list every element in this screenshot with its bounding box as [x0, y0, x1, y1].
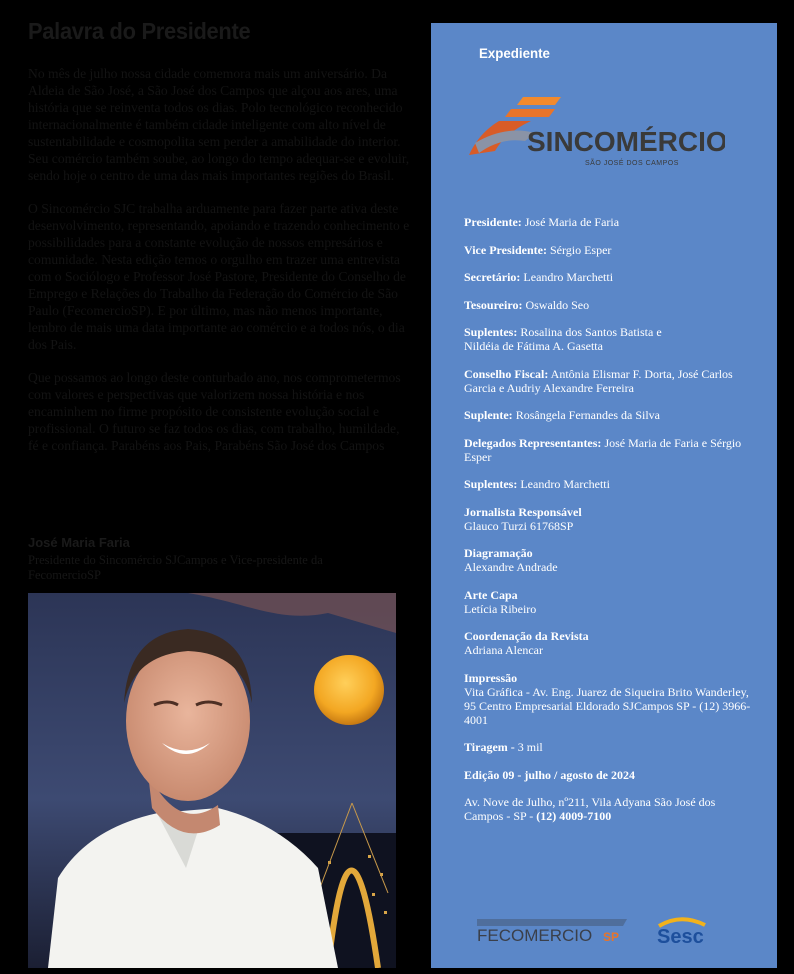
credit-alternate: Suplente: Rosângela Fernandes da Silva [464, 408, 660, 422]
credit-vice-president: Vice Presidente: Sérgio Esper [464, 242, 612, 257]
paragraph-1: No mês de julho nossa cidade comemora mais um aniversário. Da Aldeia de São José, a São José dos Campos que alçou aos ares, uma história que se reinventa todos os dias. Polo tecnológico reconhecido internacionalmente é também cidade inteligente com alto nível de sustentabilidade e cosmopolita sem perder a amabilidade do interior. Seu comércio também soube, ao longo do tempo adequar-se e evoluir, sendo hoje o centro de uma das mais importantes regiões do Brasil. [28, 66, 410, 183]
paragraph-2: O Sincomércio SJC trabalha arduamente para fazer parte ativa deste desenvolvimento, representando, apoiando e trazendo conhecimento e possibilidades para a constante evolução de nossos empresários e comunidade. Nesta edição temos o orgulho em trazer uma entrevista com o Sociólogo e Professor José Pastore, Presidente do Conselho de Emprego e Relações do Trabalho da Federação do Comércio de São Paulo (FecomercioSP). E por último, mas não menos importante, lembro de mais uma data importante ao comércio e a todos nós, o dia dos Pais. [28, 201, 410, 352]
credit-layout: Diagramação Alexandre Andrade [464, 546, 558, 574]
signature-name: José Maria Faria [28, 535, 130, 550]
sincomercio-logo [465, 93, 725, 175]
credits-list [464, 215, 754, 837]
page-title: Palavra do Presidente [28, 18, 251, 44]
credit-president: Presidente: José Maria de Faria [464, 215, 620, 229]
footer-logos [477, 913, 737, 949]
credit-coordination: Coordenação da Revista Adriana Alencar [464, 629, 589, 657]
sesc-logo: Sesc [657, 926, 704, 948]
signature-role: Presidente do Sincomércio SJCampos e Vice-presidente da FecomercioSP [28, 553, 323, 582]
credit-address: Av. Nove de Julho, nº211, Vila Adyana São José dos Campos - SP - (12) 4009-7100 [464, 795, 716, 823]
president-photo [28, 593, 396, 968]
expediente-title: Expediente [479, 45, 550, 61]
credit-print-run: Tiragem - 3 mil [464, 740, 543, 754]
credit-printing: Impressão Vita Gráfica - Av. Eng. Juarez de Siqueira Brito Wanderley, 95 Centro Empresarial Eldorado SJCampos SP - (12) 3966-4001 [464, 670, 751, 727]
fecomercio-logo: FECOMERCIO [477, 926, 593, 945]
expediente-panel [431, 23, 777, 968]
credit-secretary: Secretário: Leandro Marchetti [464, 270, 614, 284]
credit-treasurer: Tesoureiro: Oswaldo Seo [464, 297, 590, 312]
paragraph-3: Que possamos ao longo deste conturbado ano, nos comprometermos com valores e perspectivas que valorizem nossa história e nos encaminhem no firme propósito de consistente evolução social e profissional. O futuro se faz todos os dias, com trabalho, humildade, fé e confiança. Parabéns aos Pais, Parabéns São José dos Campos [28, 370, 401, 453]
credit-fiscal-council: Conselho Fiscal: Antônia Elismar F. Dorta, José Carlos Garcia e Audriy Alexandre Ferreira [464, 366, 733, 395]
credit-edition: Edição 09 - julho / agosto de 2024 [464, 767, 636, 782]
logo-subtitle: SÃO JOSÉ DOS CAMPOS [585, 160, 679, 167]
credit-journalist: Jornalista Responsável Glauco Turzi 61768SP [464, 504, 582, 533]
credit-cover-art: Arte Capa Letícia Ribeiro [464, 587, 537, 616]
fecomercio-logo-suffix: SP [603, 930, 620, 944]
logo-wordmark: SINCOMÉRCIO [527, 126, 725, 157]
credit-delegates: Delegados Representantes: José Maria de Faria e Sérgio Esper [464, 435, 742, 464]
president-column [28, 18, 413, 470]
credit-alternates-2: Suplentes: Leandro Marchetti [464, 477, 610, 491]
credit-alternates: Suplentes: Rosalina dos Santos Batista e Nildéia de Fátima A. Gasetta [464, 325, 662, 353]
